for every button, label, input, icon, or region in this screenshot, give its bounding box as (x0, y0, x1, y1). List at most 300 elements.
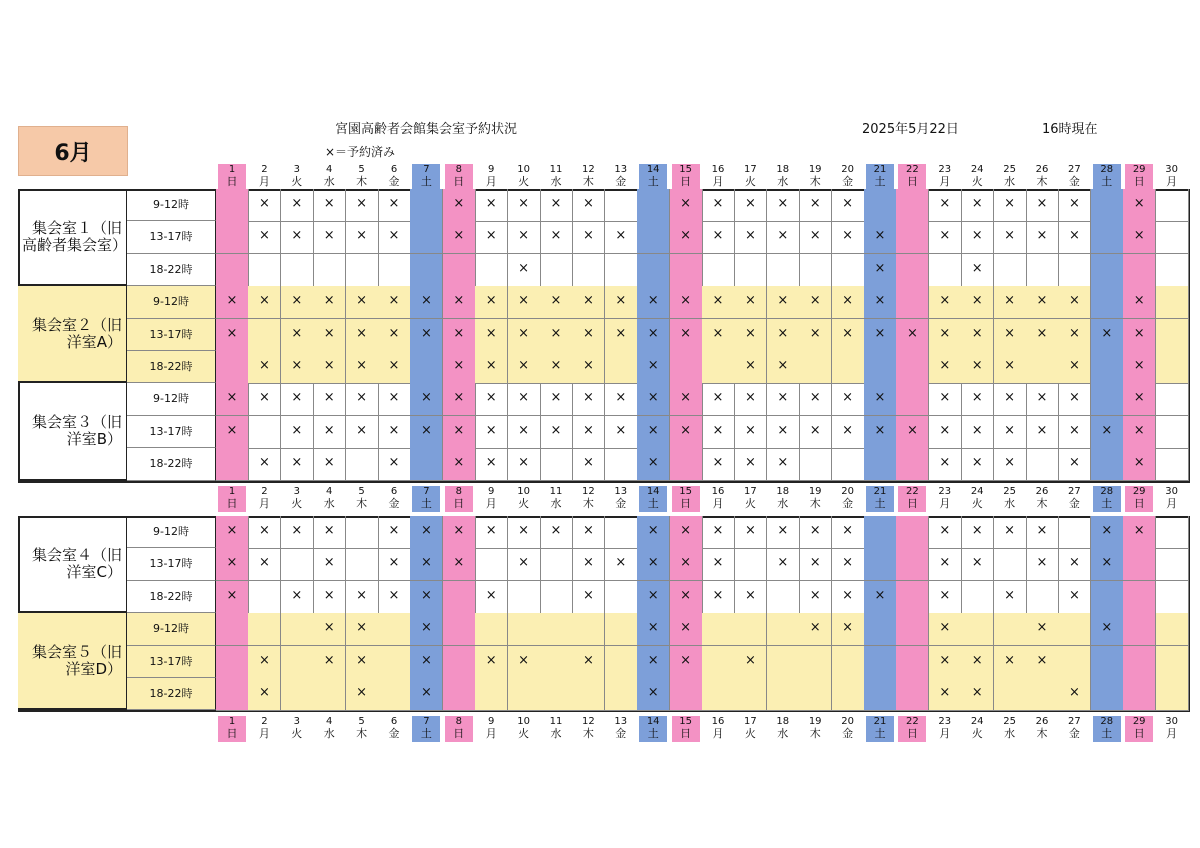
reservation-cell[interactable] (864, 448, 897, 481)
reservation-cell[interactable]: × (799, 516, 832, 549)
reservation-cell[interactable]: × (410, 678, 443, 711)
reservation-cell[interactable]: × (929, 516, 962, 549)
reservation-cell[interactable] (475, 548, 508, 581)
reservation-cell[interactable]: × (1058, 286, 1091, 319)
reservation-cell[interactable]: × (281, 448, 314, 481)
reservation-cell[interactable]: × (605, 319, 638, 352)
reservation-cell[interactable]: × (929, 286, 962, 319)
reservation-cell[interactable]: × (1058, 416, 1091, 449)
reservation-cell[interactable]: × (961, 254, 994, 287)
reservation-cell[interactable]: × (216, 286, 249, 319)
reservation-cell[interactable]: × (540, 286, 573, 319)
reservation-cell[interactable] (637, 189, 670, 222)
reservation-cell[interactable] (443, 678, 476, 711)
reservation-cell[interactable] (410, 351, 443, 384)
reservation-cell[interactable]: × (961, 189, 994, 222)
reservation-cell[interactable]: × (378, 319, 411, 352)
reservation-cell[interactable] (896, 516, 929, 549)
reservation-cell[interactable] (1091, 678, 1124, 711)
reservation-cell[interactable]: × (248, 548, 281, 581)
reservation-cell[interactable]: × (378, 221, 411, 254)
reservation-cell[interactable] (767, 581, 800, 614)
reservation-cell[interactable]: × (864, 383, 897, 416)
reservation-cell[interactable]: × (832, 416, 865, 449)
reservation-cell[interactable] (767, 613, 800, 646)
reservation-cell[interactable] (1026, 581, 1059, 614)
reservation-cell[interactable] (1156, 516, 1189, 549)
reservation-cell[interactable]: × (443, 286, 476, 319)
reservation-cell[interactable]: × (637, 383, 670, 416)
reservation-cell[interactable]: × (346, 416, 379, 449)
reservation-cell[interactable]: × (799, 221, 832, 254)
reservation-cell[interactable]: × (410, 548, 443, 581)
reservation-cell[interactable] (896, 383, 929, 416)
reservation-cell[interactable]: × (410, 516, 443, 549)
reservation-cell[interactable] (508, 613, 541, 646)
reservation-cell[interactable]: × (637, 286, 670, 319)
reservation-cell[interactable]: × (1026, 646, 1059, 679)
reservation-cell[interactable]: × (1091, 613, 1124, 646)
reservation-cell[interactable]: × (994, 416, 1027, 449)
reservation-cell[interactable]: × (929, 613, 962, 646)
reservation-cell[interactable] (864, 646, 897, 679)
reservation-cell[interactable]: × (702, 516, 735, 549)
reservation-cell[interactable] (994, 678, 1027, 711)
reservation-cell[interactable]: × (670, 416, 703, 449)
reservation-cell[interactable]: × (832, 613, 865, 646)
reservation-cell[interactable]: × (443, 189, 476, 222)
reservation-cell[interactable] (216, 448, 249, 481)
reservation-cell[interactable]: × (605, 221, 638, 254)
reservation-cell[interactable] (1123, 678, 1156, 711)
reservation-cell[interactable]: × (1091, 416, 1124, 449)
reservation-cell[interactable]: × (281, 383, 314, 416)
reservation-cell[interactable]: × (572, 351, 605, 384)
reservation-cell[interactable] (896, 646, 929, 679)
reservation-cell[interactable] (540, 678, 573, 711)
reservation-cell[interactable]: × (313, 351, 346, 384)
reservation-cell[interactable] (605, 678, 638, 711)
reservation-cell[interactable] (378, 646, 411, 679)
reservation-cell[interactable]: × (864, 581, 897, 614)
reservation-cell[interactable] (540, 548, 573, 581)
reservation-cell[interactable]: × (248, 448, 281, 481)
reservation-cell[interactable]: × (994, 319, 1027, 352)
reservation-cell[interactable] (864, 351, 897, 384)
reservation-cell[interactable]: × (961, 678, 994, 711)
reservation-cell[interactable]: × (929, 319, 962, 352)
reservation-cell[interactable]: × (508, 448, 541, 481)
reservation-cell[interactable] (605, 581, 638, 614)
reservation-cell[interactable]: × (637, 416, 670, 449)
reservation-cell[interactable]: × (378, 189, 411, 222)
reservation-cell[interactable]: × (1123, 383, 1156, 416)
reservation-cell[interactable]: × (799, 383, 832, 416)
reservation-cell[interactable] (1156, 351, 1189, 384)
reservation-cell[interactable] (896, 548, 929, 581)
reservation-cell[interactable] (508, 581, 541, 614)
reservation-cell[interactable]: × (1091, 516, 1124, 549)
reservation-cell[interactable]: × (702, 319, 735, 352)
reservation-cell[interactable] (443, 581, 476, 614)
reservation-cell[interactable]: × (281, 351, 314, 384)
reservation-cell[interactable]: × (864, 221, 897, 254)
reservation-cell[interactable]: × (248, 189, 281, 222)
reservation-cell[interactable]: × (734, 189, 767, 222)
reservation-cell[interactable]: × (832, 383, 865, 416)
reservation-cell[interactable] (216, 254, 249, 287)
reservation-cell[interactable]: × (346, 613, 379, 646)
reservation-cell[interactable]: × (994, 189, 1027, 222)
reservation-cell[interactable] (410, 221, 443, 254)
reservation-cell[interactable]: × (443, 548, 476, 581)
reservation-cell[interactable]: × (1058, 581, 1091, 614)
reservation-cell[interactable] (281, 254, 314, 287)
reservation-cell[interactable] (475, 678, 508, 711)
reservation-cell[interactable]: × (540, 221, 573, 254)
reservation-cell[interactable]: × (605, 286, 638, 319)
reservation-cell[interactable]: × (475, 189, 508, 222)
reservation-cell[interactable]: × (346, 678, 379, 711)
reservation-cell[interactable]: × (605, 383, 638, 416)
reservation-cell[interactable] (540, 646, 573, 679)
reservation-cell[interactable] (378, 678, 411, 711)
reservation-cell[interactable]: × (670, 189, 703, 222)
reservation-cell[interactable]: × (508, 254, 541, 287)
reservation-cell[interactable]: × (994, 351, 1027, 384)
reservation-cell[interactable]: × (1026, 613, 1059, 646)
reservation-cell[interactable]: × (832, 581, 865, 614)
reservation-cell[interactable]: × (734, 416, 767, 449)
reservation-cell[interactable] (248, 416, 281, 449)
reservation-cell[interactable]: × (961, 548, 994, 581)
reservation-cell[interactable] (864, 516, 897, 549)
reservation-cell[interactable]: × (1058, 678, 1091, 711)
reservation-cell[interactable]: × (281, 286, 314, 319)
reservation-cell[interactable]: × (637, 516, 670, 549)
reservation-cell[interactable]: × (1123, 221, 1156, 254)
reservation-cell[interactable]: × (767, 221, 800, 254)
reservation-cell[interactable] (540, 581, 573, 614)
reservation-cell[interactable] (605, 448, 638, 481)
reservation-cell[interactable]: × (248, 646, 281, 679)
reservation-cell[interactable] (734, 254, 767, 287)
reservation-cell[interactable] (410, 189, 443, 222)
reservation-cell[interactable] (248, 254, 281, 287)
reservation-cell[interactable]: × (994, 383, 1027, 416)
reservation-cell[interactable] (799, 448, 832, 481)
reservation-cell[interactable] (799, 254, 832, 287)
reservation-cell[interactable]: × (410, 319, 443, 352)
reservation-cell[interactable]: × (832, 548, 865, 581)
reservation-cell[interactable]: × (994, 581, 1027, 614)
reservation-cell[interactable]: × (702, 189, 735, 222)
reservation-cell[interactable]: × (1026, 516, 1059, 549)
reservation-cell[interactable]: × (734, 516, 767, 549)
reservation-cell[interactable] (248, 613, 281, 646)
reservation-cell[interactable]: × (508, 416, 541, 449)
reservation-cell[interactable]: × (670, 286, 703, 319)
reservation-cell[interactable]: × (767, 448, 800, 481)
reservation-cell[interactable] (1026, 351, 1059, 384)
reservation-cell[interactable]: × (864, 254, 897, 287)
reservation-cell[interactable]: × (508, 221, 541, 254)
reservation-cell[interactable]: × (475, 286, 508, 319)
reservation-cell[interactable] (475, 613, 508, 646)
reservation-cell[interactable] (1156, 678, 1189, 711)
reservation-cell[interactable]: × (670, 548, 703, 581)
reservation-cell[interactable] (864, 189, 897, 222)
reservation-cell[interactable]: × (443, 516, 476, 549)
reservation-cell[interactable]: × (313, 448, 346, 481)
reservation-cell[interactable]: × (378, 581, 411, 614)
reservation-cell[interactable]: × (410, 613, 443, 646)
reservation-cell[interactable]: × (670, 581, 703, 614)
reservation-cell[interactable]: × (637, 448, 670, 481)
reservation-cell[interactable] (1156, 416, 1189, 449)
reservation-cell[interactable]: × (572, 286, 605, 319)
reservation-cell[interactable]: × (1058, 383, 1091, 416)
reservation-cell[interactable] (443, 613, 476, 646)
reservation-cell[interactable]: × (508, 319, 541, 352)
reservation-cell[interactable]: × (961, 516, 994, 549)
reservation-cell[interactable]: × (443, 383, 476, 416)
reservation-cell[interactable] (378, 254, 411, 287)
reservation-cell[interactable] (929, 254, 962, 287)
reservation-cell[interactable]: × (475, 221, 508, 254)
reservation-cell[interactable] (281, 613, 314, 646)
reservation-cell[interactable]: × (929, 416, 962, 449)
reservation-cell[interactable]: × (832, 319, 865, 352)
reservation-cell[interactable]: × (572, 221, 605, 254)
reservation-cell[interactable] (605, 254, 638, 287)
reservation-cell[interactable] (702, 678, 735, 711)
reservation-cell[interactable]: × (832, 516, 865, 549)
reservation-cell[interactable] (994, 613, 1027, 646)
reservation-cell[interactable]: × (540, 189, 573, 222)
reservation-cell[interactable] (994, 548, 1027, 581)
reservation-cell[interactable]: × (1058, 221, 1091, 254)
reservation-cell[interactable]: × (1026, 221, 1059, 254)
reservation-cell[interactable] (475, 254, 508, 287)
reservation-cell[interactable] (346, 516, 379, 549)
reservation-cell[interactable]: × (767, 516, 800, 549)
reservation-cell[interactable] (605, 189, 638, 222)
reservation-cell[interactable]: × (799, 581, 832, 614)
reservation-cell[interactable]: × (313, 189, 346, 222)
reservation-cell[interactable]: × (864, 416, 897, 449)
reservation-cell[interactable] (1026, 678, 1059, 711)
reservation-cell[interactable]: × (832, 189, 865, 222)
reservation-cell[interactable] (216, 613, 249, 646)
reservation-cell[interactable]: × (1123, 416, 1156, 449)
reservation-cell[interactable]: × (1123, 448, 1156, 481)
reservation-cell[interactable]: × (443, 351, 476, 384)
reservation-cell[interactable]: × (475, 319, 508, 352)
reservation-cell[interactable]: × (378, 448, 411, 481)
reservation-cell[interactable] (605, 351, 638, 384)
reservation-cell[interactable]: × (572, 646, 605, 679)
reservation-cell[interactable] (281, 548, 314, 581)
reservation-cell[interactable] (572, 613, 605, 646)
reservation-cell[interactable] (1123, 646, 1156, 679)
reservation-cell[interactable]: × (702, 221, 735, 254)
reservation-cell[interactable]: × (702, 581, 735, 614)
reservation-cell[interactable] (896, 613, 929, 646)
reservation-cell[interactable]: × (313, 416, 346, 449)
reservation-cell[interactable]: × (313, 581, 346, 614)
reservation-cell[interactable]: × (670, 516, 703, 549)
reservation-cell[interactable]: × (443, 448, 476, 481)
reservation-cell[interactable]: × (929, 383, 962, 416)
reservation-cell[interactable] (1091, 254, 1124, 287)
reservation-cell[interactable]: × (281, 516, 314, 549)
reservation-cell[interactable]: × (1091, 548, 1124, 581)
reservation-cell[interactable]: × (767, 189, 800, 222)
reservation-cell[interactable] (896, 254, 929, 287)
reservation-cell[interactable] (216, 221, 249, 254)
reservation-cell[interactable] (832, 678, 865, 711)
reservation-cell[interactable] (896, 351, 929, 384)
reservation-cell[interactable] (1091, 448, 1124, 481)
reservation-cell[interactable] (734, 548, 767, 581)
reservation-cell[interactable]: × (410, 416, 443, 449)
reservation-cell[interactable] (702, 613, 735, 646)
reservation-cell[interactable] (572, 254, 605, 287)
reservation-cell[interactable] (799, 646, 832, 679)
reservation-cell[interactable] (540, 613, 573, 646)
reservation-cell[interactable] (994, 254, 1027, 287)
reservation-cell[interactable]: × (508, 189, 541, 222)
reservation-cell[interactable]: × (1026, 286, 1059, 319)
reservation-cell[interactable]: × (994, 286, 1027, 319)
reservation-cell[interactable] (540, 448, 573, 481)
reservation-cell[interactable]: × (734, 351, 767, 384)
reservation-cell[interactable]: × (637, 646, 670, 679)
reservation-cell[interactable] (864, 613, 897, 646)
reservation-cell[interactable] (1156, 286, 1189, 319)
reservation-cell[interactable] (1058, 254, 1091, 287)
reservation-cell[interactable] (670, 678, 703, 711)
reservation-cell[interactable] (1123, 548, 1156, 581)
reservation-cell[interactable]: × (767, 286, 800, 319)
reservation-cell[interactable]: × (248, 351, 281, 384)
reservation-cell[interactable]: × (929, 678, 962, 711)
reservation-cell[interactable]: × (540, 516, 573, 549)
reservation-cell[interactable] (670, 254, 703, 287)
reservation-cell[interactable]: × (346, 383, 379, 416)
reservation-cell[interactable] (605, 646, 638, 679)
reservation-cell[interactable] (767, 254, 800, 287)
reservation-cell[interactable]: × (508, 548, 541, 581)
reservation-cell[interactable] (248, 319, 281, 352)
reservation-cell[interactable] (799, 351, 832, 384)
reservation-cell[interactable] (1091, 581, 1124, 614)
reservation-cell[interactable] (896, 678, 929, 711)
reservation-cell[interactable]: × (378, 548, 411, 581)
reservation-cell[interactable]: × (1026, 416, 1059, 449)
reservation-cell[interactable] (1058, 516, 1091, 549)
reservation-cell[interactable] (281, 678, 314, 711)
reservation-cell[interactable]: × (637, 581, 670, 614)
reservation-cell[interactable]: × (929, 351, 962, 384)
reservation-cell[interactable]: × (540, 351, 573, 384)
reservation-cell[interactable]: × (346, 581, 379, 614)
reservation-cell[interactable]: × (508, 516, 541, 549)
reservation-cell[interactable]: × (637, 548, 670, 581)
reservation-cell[interactable] (1156, 319, 1189, 352)
reservation-cell[interactable]: × (1026, 383, 1059, 416)
reservation-cell[interactable] (670, 448, 703, 481)
reservation-cell[interactable] (702, 351, 735, 384)
reservation-cell[interactable] (313, 678, 346, 711)
reservation-cell[interactable]: × (929, 581, 962, 614)
reservation-cell[interactable]: × (410, 383, 443, 416)
reservation-cell[interactable]: × (248, 516, 281, 549)
reservation-cell[interactable]: × (702, 416, 735, 449)
reservation-cell[interactable]: × (313, 613, 346, 646)
reservation-cell[interactable]: × (896, 416, 929, 449)
reservation-cell[interactable]: × (1123, 319, 1156, 352)
reservation-cell[interactable] (896, 286, 929, 319)
reservation-cell[interactable] (1156, 221, 1189, 254)
reservation-cell[interactable] (248, 581, 281, 614)
reservation-cell[interactable] (281, 646, 314, 679)
reservation-cell[interactable]: × (410, 646, 443, 679)
reservation-cell[interactable] (540, 254, 573, 287)
reservation-cell[interactable] (605, 613, 638, 646)
reservation-cell[interactable]: × (929, 189, 962, 222)
reservation-cell[interactable] (1026, 254, 1059, 287)
reservation-cell[interactable]: × (929, 646, 962, 679)
reservation-cell[interactable] (637, 254, 670, 287)
reservation-cell[interactable]: × (443, 416, 476, 449)
reservation-cell[interactable]: × (410, 286, 443, 319)
reservation-cell[interactable]: × (378, 286, 411, 319)
reservation-cell[interactable] (1091, 646, 1124, 679)
reservation-cell[interactable]: × (475, 646, 508, 679)
reservation-cell[interactable]: × (346, 646, 379, 679)
reservation-cell[interactable] (637, 221, 670, 254)
reservation-cell[interactable]: × (572, 448, 605, 481)
reservation-cell[interactable]: × (540, 383, 573, 416)
reservation-cell[interactable] (216, 189, 249, 222)
reservation-cell[interactable]: × (702, 548, 735, 581)
reservation-cell[interactable]: × (1058, 548, 1091, 581)
reservation-cell[interactable]: × (281, 189, 314, 222)
reservation-cell[interactable]: × (281, 221, 314, 254)
reservation-cell[interactable]: × (572, 189, 605, 222)
reservation-cell[interactable]: × (313, 286, 346, 319)
reservation-cell[interactable]: × (670, 221, 703, 254)
reservation-cell[interactable] (1091, 286, 1124, 319)
reservation-cell[interactable] (1026, 448, 1059, 481)
reservation-cell[interactable]: × (961, 221, 994, 254)
reservation-cell[interactable]: × (734, 221, 767, 254)
reservation-cell[interactable]: × (443, 319, 476, 352)
reservation-cell[interactable]: × (799, 613, 832, 646)
reservation-cell[interactable]: × (572, 516, 605, 549)
reservation-cell[interactable]: × (637, 613, 670, 646)
reservation-cell[interactable]: × (572, 416, 605, 449)
reservation-cell[interactable]: × (540, 319, 573, 352)
reservation-cell[interactable]: × (1123, 189, 1156, 222)
reservation-cell[interactable] (670, 351, 703, 384)
reservation-cell[interactable] (896, 448, 929, 481)
reservation-cell[interactable]: × (767, 548, 800, 581)
reservation-cell[interactable]: × (410, 581, 443, 614)
reservation-cell[interactable] (734, 678, 767, 711)
